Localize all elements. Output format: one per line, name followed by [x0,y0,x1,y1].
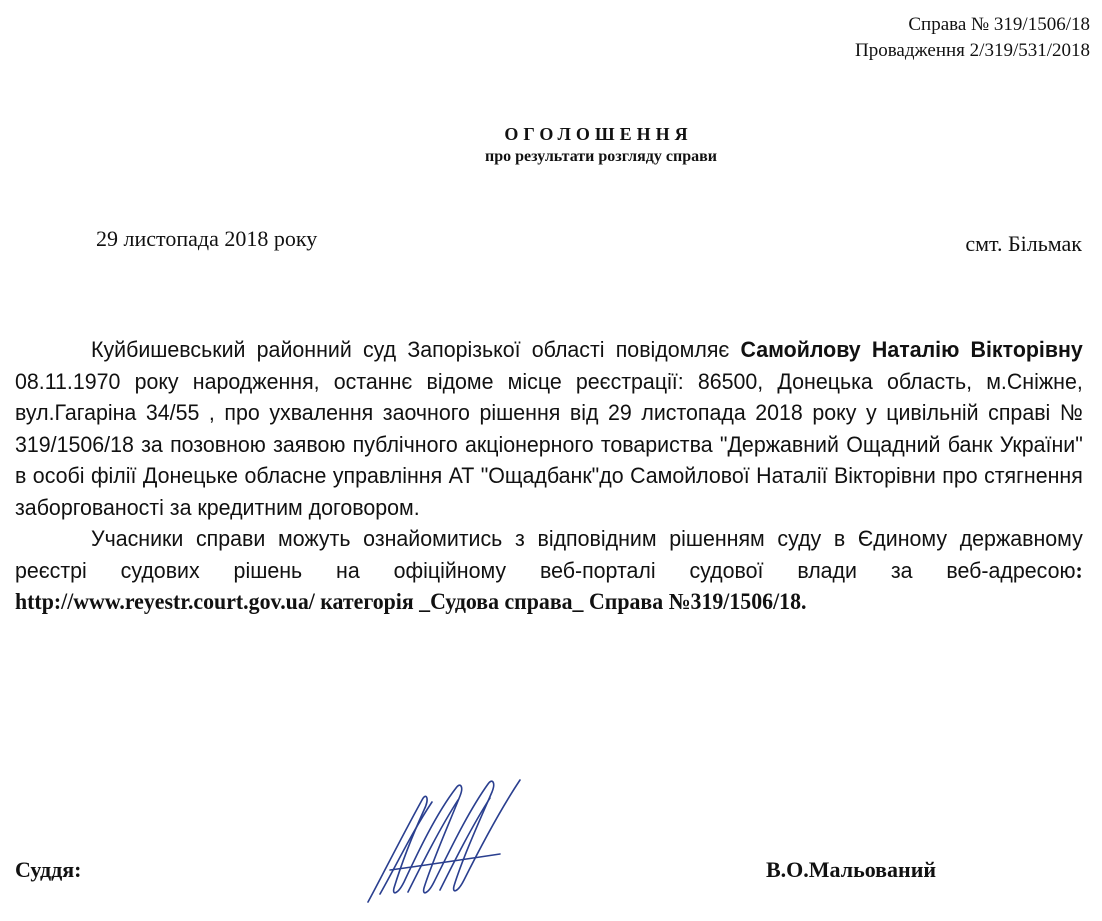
announcement-title: ОГОЛОШЕННЯ [504,124,693,144]
notice-paragraph [15,334,1083,523]
access-intro: Учасники справи можуть ознайомитись з відповідним рішенням суду в Єдиному державному реєстрі судових рішень на офіційному веб-порталі судової влади за веб-адресою [15,526,1083,583]
judge-label: Суддя: [15,857,82,882]
access-paragraph [15,523,1083,618]
proceeding-number: Провадження 2/319/531/2018 [854,40,1090,61]
notice-intro: Куйбишевський районний суд Запорізької області повідомляє [91,337,741,362]
registry-link: : http://www.reyestr.court.gov.ua/ категорія _Судова справа_ Справа №319/1506/18. [15,557,1083,614]
case-number: Справа № 319/1506/18 [908,14,1090,35]
notice-details: 08.11.1970 року народження, останнє відоме місце реєстрації: 86500, Донецька область, м.Сніжне, вул.Гагаріна 34/55 , про ухвалення заочного рішення від 29 листопада 2018 року у цивільній справі № 319/1506/18 за позовною заявою публічного акціонерного товариства "Державний Ощадний банк України" в особі філії Донецьке обласне управління АТ "Ощадбанк"до Самойлової Наталії Вікторівни про стягнення заборгованості за кредитним договором. [15,368,1083,520]
judge-name: В.О.Мальований [766,857,937,882]
announcement-subtitle: про результати розгляду справи [485,148,717,165]
announcement-title-block [0,122,1102,168]
case-reference [855,12,1090,64]
handwritten-signature-icon [360,770,540,910]
document-place: смт. Більмак [965,231,1082,256]
defendant-name: Самойлову Наталію Вікторівну [740,337,1083,362]
document-date: 29 листопада 2018 року [96,226,318,251]
announcement-body [15,334,1083,618]
